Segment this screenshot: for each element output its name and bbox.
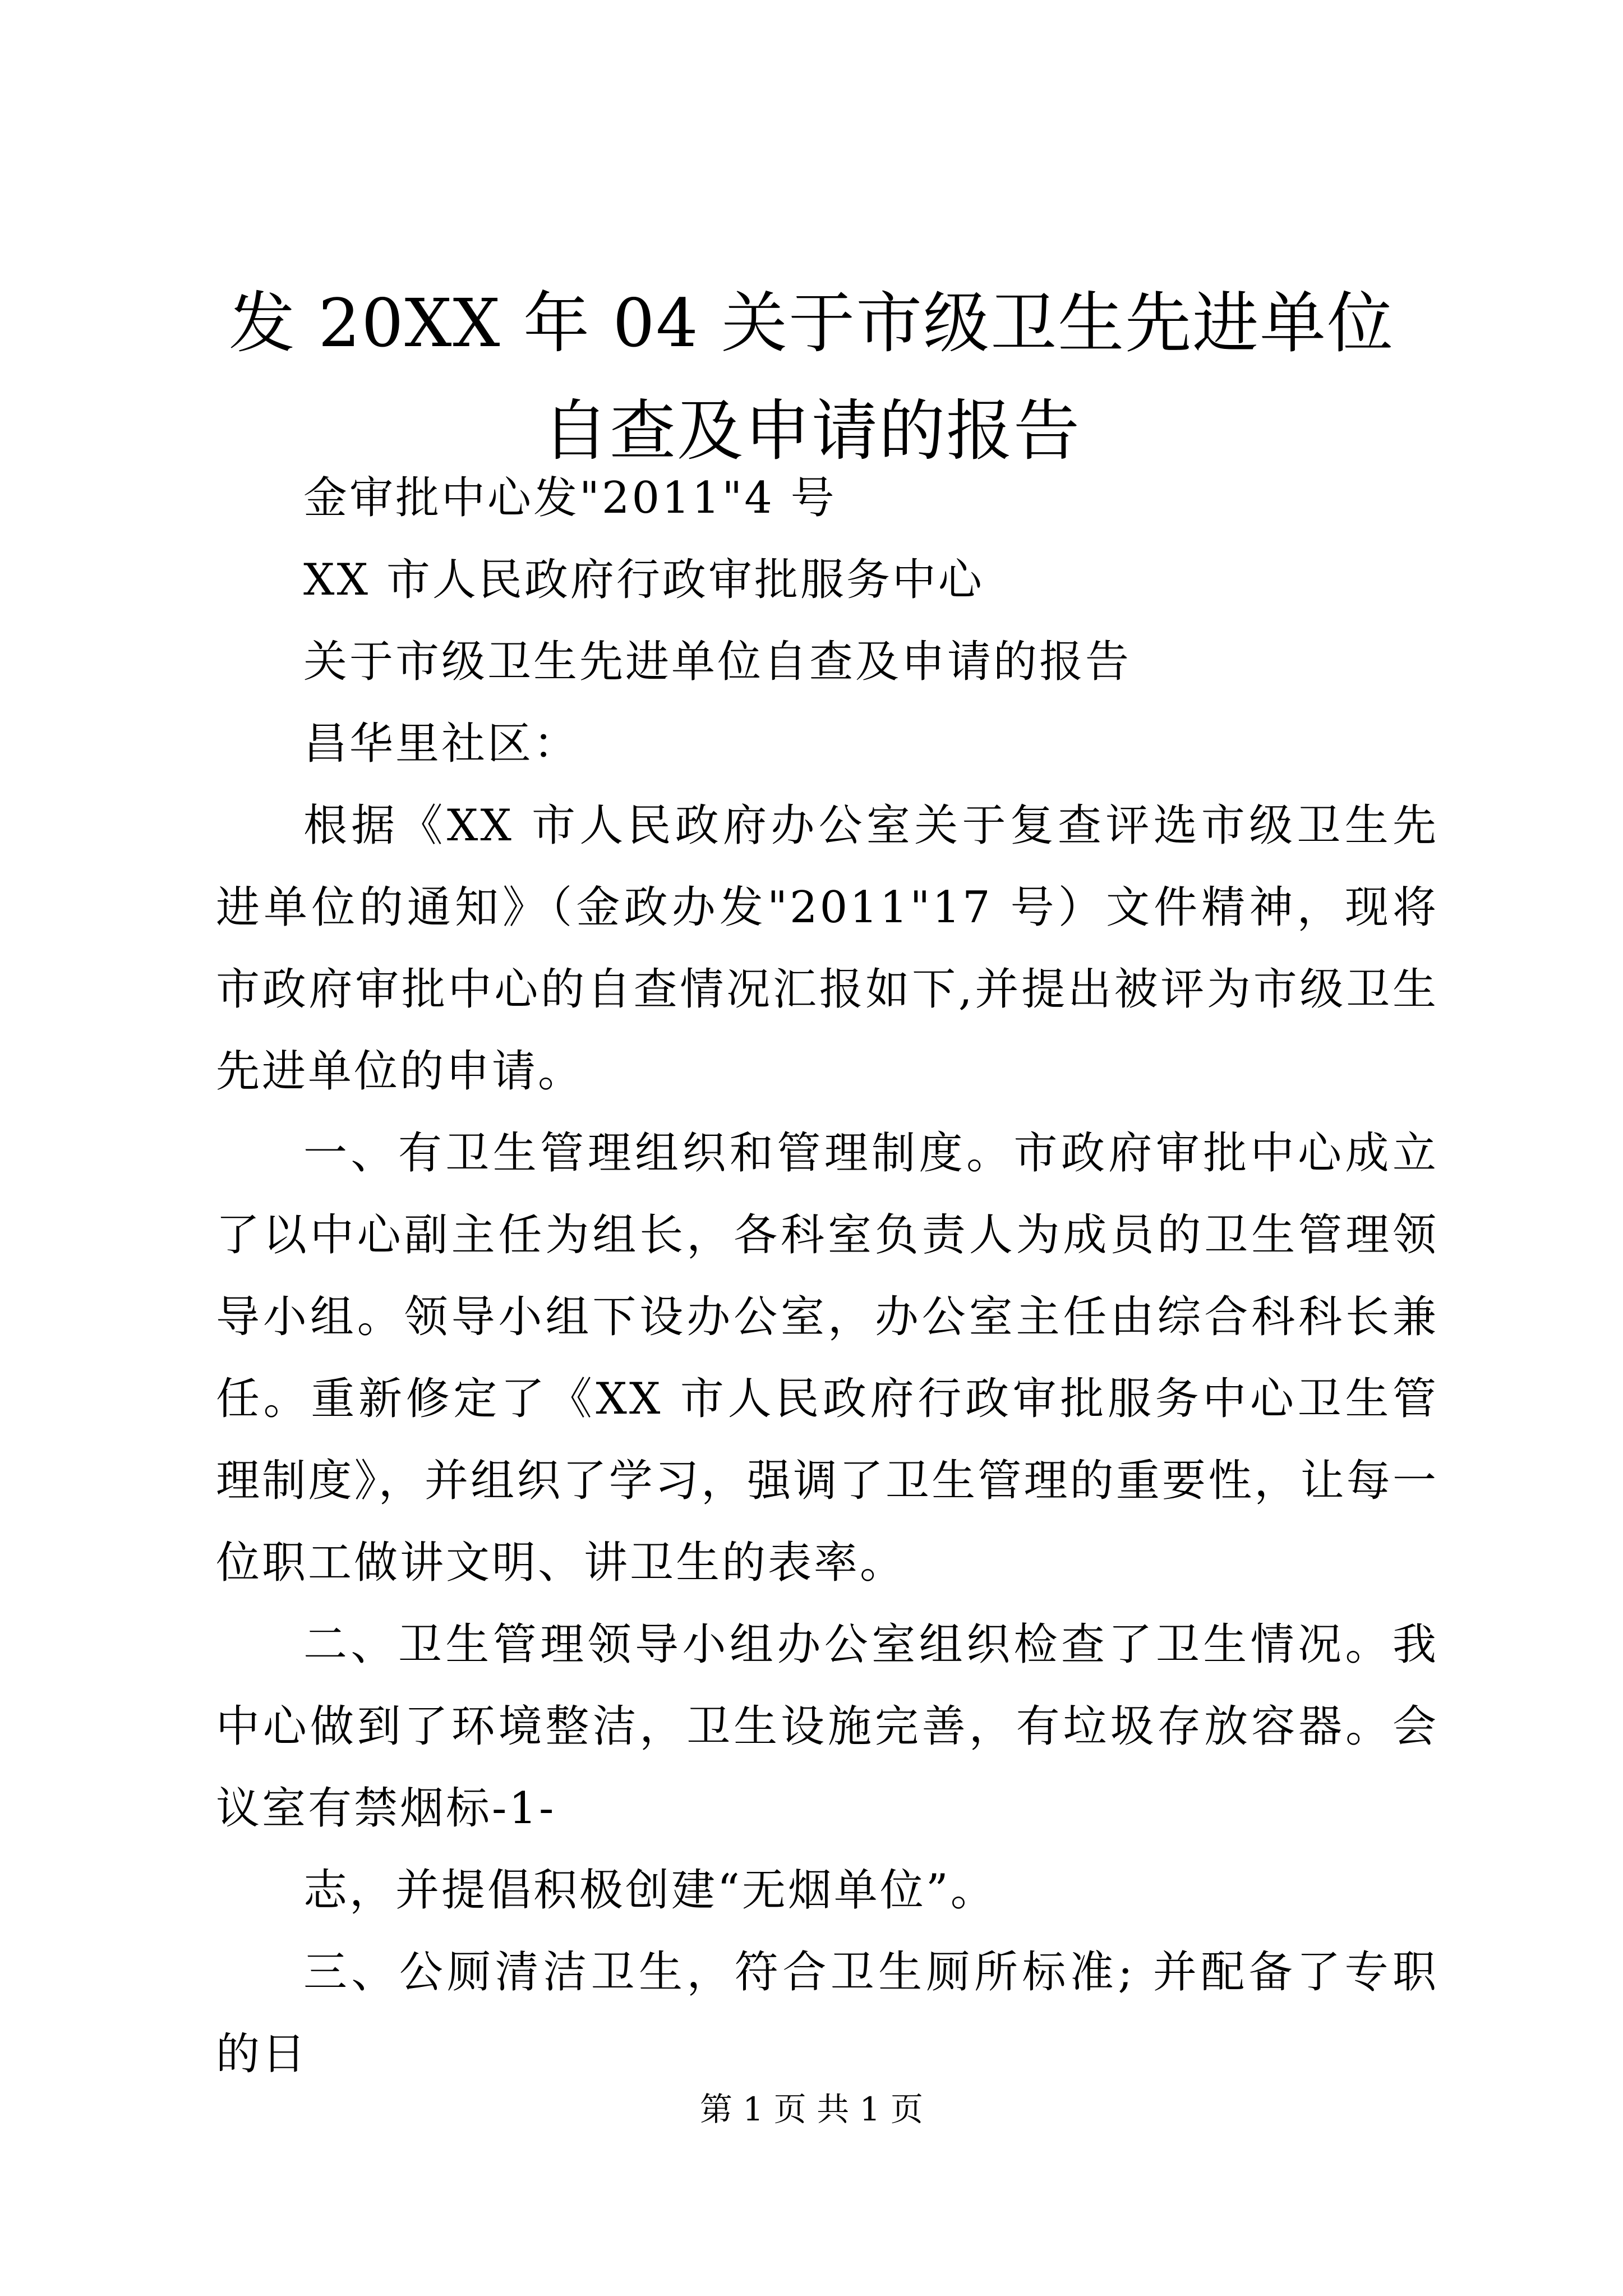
document-body [216,457,1438,2095]
report-subject: 关于市级卫生先进单位自查及申请的报告 [303,637,1132,687]
body-paragraph: 一、有卫生管理组织和管理制度。市政府审批中心成立了以中心副主任为组长，各科室负责人为成员的卫生管理领导小组。领导小组下设办公室，办公室主任由综合科科长兼任。重新修定了《XX 市人民政府行政审批服务中心卫生管理制度》，并组织了学习，强调了卫生管理的重要性，让每一位职工做讲文明、讲卫生的表率。 [216,1128,1438,1588]
body-paragraph: 根据《XX 市人民政府办公室关于复查评选市级卫生先进单位的通知》（金政办发"2011"17 号）文件精神，现将市政府审批中心的自查情况汇报如下,并提出被评为市级卫生先进单位的申请。 [216,800,1438,1097]
page-footer: 第 1 页 共 1 页 [700,2090,923,2128]
recipient: 昌华里社区： [303,719,580,769]
body-paragraph: 三、公厕清洁卫生，符合卫生厕所标准; 并配备了专职的日 [216,1947,1438,2079]
document-number: 金审批中心发"2011"4 号 [303,473,837,523]
document-title: 发 20XX 年 04 关于市级卫生先进单位自查及申请的报告 [228,284,1395,470]
body-paragraph: 二、卫生管理领导小组办公室组织检查了卫生情况。我中心做到了环境整洁，卫生设施完善，有垃圾存放容器。会议室有禁烟标-1- [216,1619,1438,1834]
body-paragraph: 志，并提倡积极创建“无烟单位”。 [303,1865,997,1916]
issuing-organization: XX 市人民政府行政审批服务中心 [303,555,984,605]
